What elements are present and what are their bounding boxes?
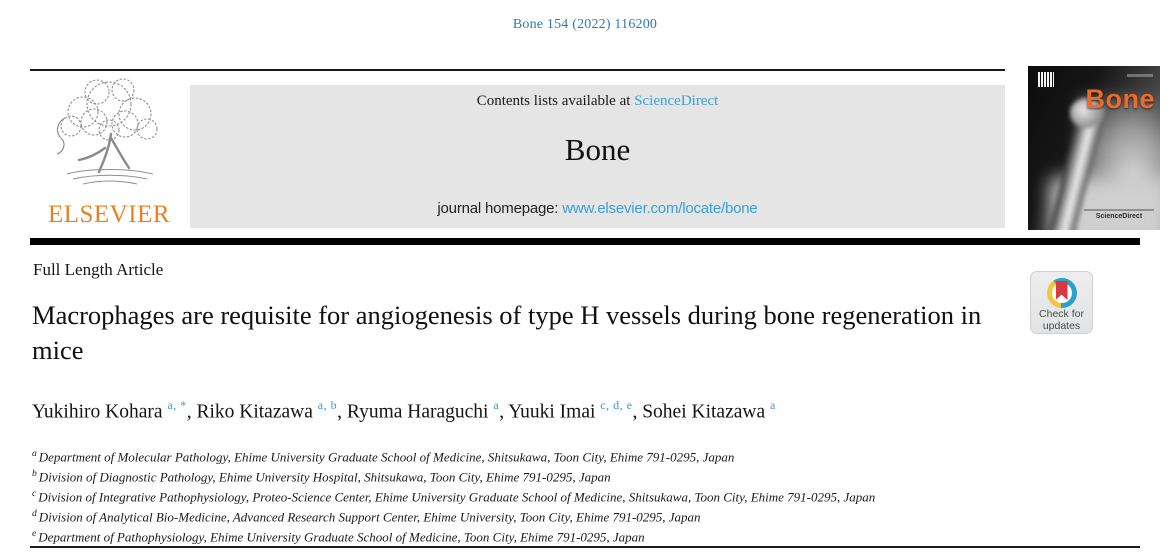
affiliation-text: Department of Pathophysiology, Ehime University Graduate School of Medicine, Toon City, Ehime 791-0295, Japan bbox=[38, 529, 645, 545]
author-affil-marks[interactable]: a bbox=[493, 398, 500, 412]
affiliation-row bbox=[32, 486, 1032, 506]
author-name: Sohei Kitazawa bbox=[642, 401, 766, 423]
journal-title: Bone bbox=[564, 132, 631, 167]
author-separator: , bbox=[499, 401, 509, 423]
affiliation-mark: c bbox=[32, 488, 37, 499]
affiliation-text: Department of Molecular Pathology, Ehime University Graduate School of Medicine, Shitsukawa, Toon City, Ehime 791-0295, Japan bbox=[38, 449, 735, 465]
contents-line bbox=[190, 93, 1005, 110]
journal-homepage-link[interactable]: www.elsevier.com/locate/bone bbox=[562, 200, 758, 217]
affiliation-list bbox=[32, 446, 1032, 546]
homepage-line bbox=[190, 200, 1005, 217]
affiliation-mark: b bbox=[32, 468, 37, 479]
affiliation-text: Division of Integrative Pathophysiology, Proteo-Science Center, Ehime University Graduate School of Medicine, Shitsukawa, Toon City, Ehime 791-0295, Japan bbox=[38, 489, 876, 505]
cover-sciencedirect-brand: ScienceDirect bbox=[1095, 213, 1143, 220]
author-name: Ryuma Haraguchi bbox=[346, 401, 489, 423]
author-separator: , bbox=[186, 401, 197, 423]
journal-citation[interactable]: Bone 154 (2022) 116200 bbox=[512, 17, 658, 32]
elsevier-wordmark: ELSEVIER bbox=[47, 201, 171, 228]
article-type-label: Full Length Article bbox=[33, 260, 164, 279]
affiliation-mark: e bbox=[32, 528, 37, 539]
author-affil-marks[interactable]: a, b bbox=[317, 398, 338, 412]
author-affil-marks[interactable]: a, * bbox=[167, 398, 187, 412]
elsevier-tree-icon bbox=[39, 74, 179, 196]
article-title: Macrophages are requisite for angiogenesis of type H vessels during bone regeneration in mice bbox=[32, 300, 982, 365]
author-name: Yuuki Imai bbox=[508, 401, 596, 423]
affiliation-row bbox=[32, 506, 1032, 526]
homepage-prefix: journal homepage: bbox=[437, 200, 563, 217]
affiliation-mark: d bbox=[32, 508, 37, 519]
check-badge-label-line2: updates bbox=[1042, 319, 1081, 332]
affiliation-row bbox=[32, 526, 1032, 546]
affiliation-text: Division of Diagnostic Pathology, Ehime University Hospital, Shitsukawa, Toon City, Ehime 791-0295, Japan bbox=[38, 469, 611, 485]
crossmark-icon bbox=[1047, 278, 1077, 308]
check-badge-label-line1: Check for bbox=[1039, 308, 1084, 320]
journal-cover-thumbnail[interactable] bbox=[1028, 66, 1160, 230]
cover-issn-text bbox=[1127, 74, 1153, 77]
author-name: Riko Kitazawa bbox=[196, 401, 313, 423]
affiliation-row bbox=[32, 466, 1032, 486]
author-separator: , bbox=[632, 401, 643, 423]
header-bottom-rule bbox=[30, 238, 1140, 245]
author-affil-marks[interactable]: a bbox=[770, 398, 776, 412]
journal-header-banner bbox=[190, 85, 1005, 228]
page-bottom-rule bbox=[30, 546, 1140, 548]
elsevier-logo bbox=[30, 74, 188, 229]
sciencedirect-link[interactable]: ScienceDirect bbox=[634, 93, 719, 109]
cover-footer-tagline bbox=[1084, 209, 1154, 211]
check-for-updates-badge[interactable] bbox=[1030, 271, 1093, 334]
affiliation-text: Division of Analytical Bio-Medicine, Advanced Research Support Center, Ehime University, Toon City, Ehime 791-0295, Japan bbox=[38, 509, 701, 525]
affiliation-mark: a bbox=[32, 449, 37, 459]
affiliation-row bbox=[32, 446, 1032, 466]
contents-line-prefix: Contents lists available at bbox=[476, 93, 635, 109]
author-separator: , bbox=[337, 401, 347, 423]
header-top-rule bbox=[30, 69, 1005, 71]
cover-journal-title: Bone bbox=[1085, 84, 1155, 114]
cover-barcode bbox=[1037, 72, 1054, 94]
author-list bbox=[32, 399, 1002, 424]
cover-footer bbox=[1084, 209, 1154, 220]
author-affil-marks[interactable]: c, d, e bbox=[600, 398, 633, 412]
author-name: Yukihiro Kohara bbox=[32, 401, 163, 423]
